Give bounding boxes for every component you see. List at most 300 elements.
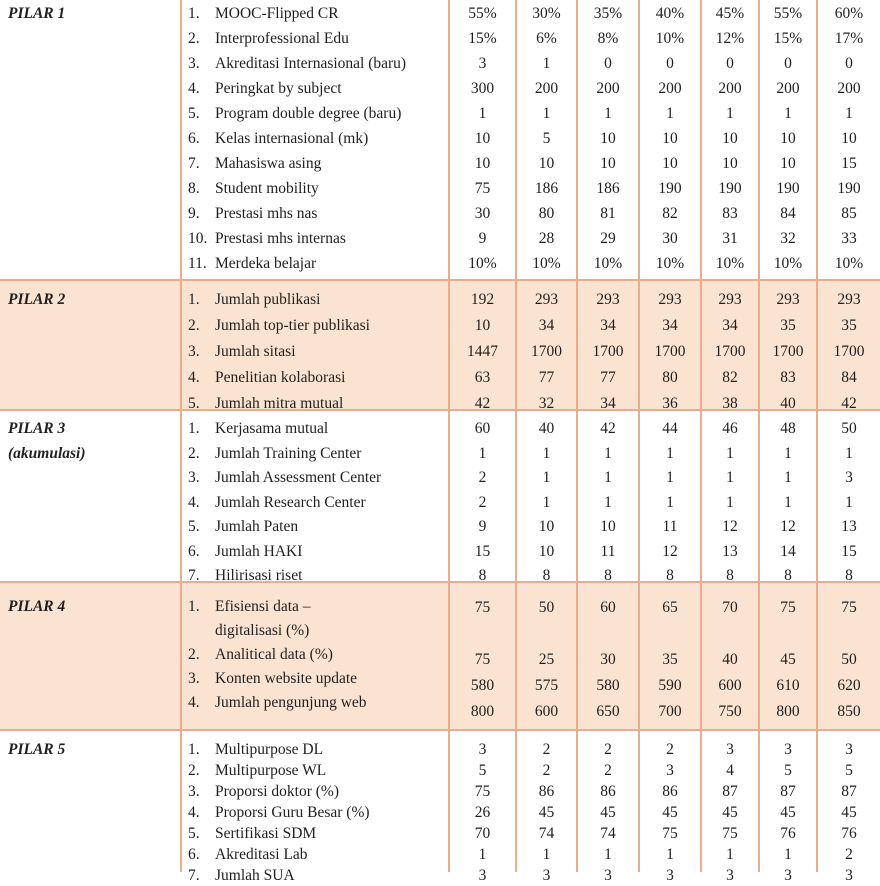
indicator-item [182, 151, 448, 176]
item-label-line: Jumlah Assessment Center [215, 469, 382, 486]
value-cell: 75 [722, 825, 738, 842]
value-cell: 10 [841, 130, 857, 147]
value-cell: 45 [841, 804, 857, 821]
item-label-line: Kelas internasional (mk) [215, 130, 369, 147]
item-label [215, 823, 448, 844]
item-number: 1. [188, 5, 200, 22]
value-cell: 2 [604, 762, 612, 779]
value-cell: 76 [841, 825, 857, 842]
value-cell: 1700 [714, 343, 746, 360]
value-cell: 192 [470, 291, 495, 308]
value-blank-line [818, 621, 880, 647]
value-cell: 1 [478, 444, 487, 462]
value-cell: 40 [780, 395, 796, 412]
value-cell: 1 [542, 55, 551, 72]
value-cell: 10% [715, 255, 745, 272]
item-label-line: Jumlah Training Center [215, 444, 362, 462]
item-label-line: Prestasi mhs nas [215, 205, 318, 222]
value-cell: 74 [600, 825, 616, 842]
item-number: 1. [188, 420, 200, 437]
value-cell: 1700 [531, 343, 562, 360]
value-cell: 75 [662, 825, 678, 842]
item-label-line: Jumlah SUA [215, 867, 295, 884]
indicator-item [182, 442, 448, 467]
value-cell: 3 [604, 867, 612, 884]
value-cell: 1 [845, 493, 853, 511]
value-blank-line [450, 621, 515, 647]
value-cell: 80 [662, 369, 678, 386]
item-label [215, 691, 448, 715]
value-cell: 580 [470, 677, 495, 694]
value-cell: 3 [666, 762, 674, 779]
value-cell: 10 [474, 317, 491, 334]
item-label [215, 540, 448, 565]
value-cell: 1 [542, 105, 551, 122]
value-cell: 293 [837, 291, 861, 308]
value-cell: 87 [780, 783, 796, 800]
item-label-line: Konten website update [215, 670, 358, 687]
item-number: 4. [188, 369, 200, 386]
value-cell: 83 [722, 205, 738, 222]
value-column-1 [450, 583, 517, 729]
value-cell: 186 [534, 180, 559, 197]
pilar-label: PILAR 5 [8, 741, 66, 758]
value-cell: 1 [478, 105, 487, 122]
item-label-line: Student mobility [215, 180, 319, 197]
items-column [182, 583, 450, 729]
item-number: 6. [188, 542, 200, 560]
indicator-item [182, 865, 448, 886]
value-column-7 [818, 731, 880, 884]
item-label-line: Jumlah mitra mutual [215, 395, 344, 412]
value-cell: 75 [474, 651, 491, 668]
indicator-item [182, 540, 448, 565]
value-cell: 1700 [654, 343, 686, 360]
value-cell: 2 [604, 741, 612, 758]
value-cell: 1 [666, 105, 674, 122]
value-cell: 10% [532, 255, 561, 272]
value-cell: 75 [841, 599, 857, 616]
indicator-item [182, 491, 448, 516]
value-cell: 3 [845, 867, 853, 884]
value-cell: 34 [538, 317, 555, 334]
value-cell: 1447 [467, 343, 498, 360]
value-cell: 12 [722, 518, 738, 535]
value-cell: 186 [596, 180, 620, 197]
value-cell: 10% [468, 255, 497, 272]
value-cell: 0 [845, 55, 853, 72]
item-number: 2. [188, 317, 200, 334]
value-cell: 300 [470, 80, 495, 97]
value-cell: 2 [666, 741, 674, 758]
value-cell: 3 [726, 867, 734, 884]
item-number: 3. [188, 670, 200, 687]
indicator-item [182, 313, 448, 339]
value-cell: 15% [468, 30, 497, 47]
value-cell: 200 [658, 80, 682, 97]
value-cell: 190 [837, 180, 861, 197]
item-label-line: Multipurpose DL [215, 741, 324, 758]
item-label-line: Jumlah Research Center [215, 493, 366, 511]
item-label-line: Jumlah Paten [215, 518, 299, 535]
value-column-2 [517, 583, 578, 729]
value-cell: 10 [474, 155, 491, 172]
value-cell: 85 [841, 205, 857, 222]
value-cell: 74 [538, 825, 555, 842]
item-number: 5. [188, 395, 200, 412]
value-cell: 8 [542, 567, 551, 584]
value-column-3 [578, 281, 640, 412]
indicator-item [182, 823, 448, 844]
value-cell: 1 [666, 469, 674, 486]
item-label [215, 313, 448, 339]
item-label-line: Mahasiswa asing [215, 155, 322, 172]
value-cell: 38 [722, 395, 738, 412]
value-cell: 5 [478, 762, 487, 779]
value-cell: 10 [600, 518, 616, 535]
value-cell: 9 [478, 518, 487, 535]
item-number: 2. [188, 444, 200, 462]
item-label-line: Prestasi mhs internas [215, 230, 346, 247]
value-cell: 3 [726, 741, 734, 758]
indicator-item [182, 760, 448, 781]
value-cell: 84 [780, 205, 796, 222]
value-cell: 8% [597, 30, 619, 47]
value-cell: 3 [845, 469, 853, 486]
indicator-item [182, 515, 448, 540]
value-cell: 50 [841, 420, 857, 437]
value-cell: 63 [474, 369, 491, 386]
item-number: 4. [188, 493, 200, 511]
value-cell: 2 [542, 762, 551, 779]
item-number: 3. [188, 469, 200, 486]
value-blank-line [578, 621, 638, 647]
item-label-line: Proporsi Guru Besar (%) [215, 804, 370, 821]
value-column-2 [517, 731, 578, 884]
value-cell: 1700 [833, 343, 865, 360]
value-cell: 800 [776, 703, 800, 720]
value-cell: 200 [776, 80, 800, 97]
value-cell: 75 [474, 180, 491, 197]
indicator-item [182, 667, 448, 691]
value-cell: 3 [542, 867, 551, 884]
value-cell: 86 [662, 783, 678, 800]
value-cell: 1 [666, 493, 674, 511]
value-blank-line [517, 621, 576, 647]
value-cell: 8 [478, 567, 487, 584]
indicator-item [182, 287, 448, 313]
item-label [215, 101, 448, 126]
value-column-7 [818, 411, 880, 584]
value-cell: 10 [538, 542, 555, 560]
item-label [215, 802, 448, 823]
value-cell: 45 [600, 804, 616, 821]
value-cell: 34 [600, 317, 616, 334]
item-label [215, 226, 448, 251]
value-column-1 [450, 731, 517, 884]
value-column-3 [578, 583, 640, 729]
value-cell: 1 [542, 493, 551, 511]
value-cell: 1 [604, 846, 612, 863]
value-cell: 30 [662, 230, 678, 247]
value-cell: 10 [600, 130, 616, 147]
value-cell: 34 [662, 317, 678, 334]
value-cell: 15% [773, 30, 803, 47]
indicator-item [182, 466, 448, 491]
value-cell: 1 [784, 493, 792, 511]
value-cell: 2 [542, 741, 551, 758]
value-cell: 30 [474, 205, 491, 222]
value-cell: 0 [726, 55, 734, 72]
item-label [215, 865, 448, 886]
value-cell: 8 [666, 567, 674, 584]
value-cell: 10% [655, 255, 685, 272]
value-cell: 0 [604, 55, 612, 72]
item-label-line: digitalisasi (%) [215, 622, 310, 639]
value-cell: 1 [604, 444, 612, 462]
value-blank-line [640, 621, 700, 647]
value-cell: 10 [780, 155, 796, 172]
item-label [215, 151, 448, 176]
value-cell: 190 [718, 180, 742, 197]
value-cell: 45 [662, 804, 678, 821]
item-label-line: Jumlah top-tier publikasi [215, 317, 370, 334]
indicator-item [182, 802, 448, 823]
value-cell: 1 [478, 846, 487, 863]
item-label-line: Jumlah publikasi [215, 291, 321, 308]
value-column-1 [450, 0, 517, 279]
item-number: 7. [188, 567, 200, 584]
value-cell: 45 [722, 804, 738, 821]
item-label [215, 76, 448, 101]
pilar-sublabel: (akumulasi) [8, 444, 86, 462]
value-cell: 65 [662, 599, 678, 616]
indicator-item [182, 176, 448, 201]
value-column-6 [760, 411, 818, 584]
value-cell: 82 [662, 205, 678, 222]
value-cell: 200 [534, 80, 559, 97]
item-number: 10. [188, 230, 208, 247]
item-number: 1. [188, 741, 200, 758]
value-cell: 75 [780, 599, 796, 616]
indicator-item [182, 201, 448, 226]
item-label [215, 595, 448, 643]
item-label [215, 287, 448, 313]
value-cell: 30% [532, 5, 561, 22]
value-cell: 0 [784, 55, 792, 72]
table-section-pilar-2 [0, 279, 880, 412]
item-number: 5. [188, 105, 200, 122]
value-cell: 10 [662, 155, 678, 172]
value-cell: 1 [604, 105, 612, 122]
value-cell: 190 [658, 180, 682, 197]
value-cell: 1 [726, 846, 734, 863]
item-number: 3. [188, 343, 200, 360]
value-cell: 26 [474, 804, 491, 821]
value-cell: 12 [780, 518, 796, 535]
value-cell: 12 [662, 542, 678, 560]
item-label [215, 667, 448, 691]
value-cell: 40 [538, 420, 555, 437]
value-cell: 1 [542, 444, 551, 462]
item-number: 2. [188, 646, 200, 663]
value-cell: 1 [666, 846, 674, 863]
value-cell: 70 [722, 599, 738, 616]
value-cell: 50 [538, 599, 555, 616]
value-column-5 [702, 411, 760, 584]
item-label-line: Jumlah sitasi [215, 343, 296, 360]
value-cell: 60% [834, 5, 864, 22]
pilar-label-column [0, 411, 182, 581]
value-cell: 10 [662, 130, 678, 147]
item-number: 4. [188, 804, 200, 821]
indicator-item [182, 781, 448, 802]
indicator-item [182, 51, 448, 76]
value-cell: 1 [784, 105, 792, 122]
value-cell: 620 [837, 677, 861, 694]
item-number: 3. [188, 55, 200, 72]
value-cell: 1 [666, 444, 674, 462]
value-column-4 [640, 0, 702, 279]
item-number: 2. [188, 30, 200, 47]
value-cell: 34 [600, 395, 616, 412]
item-number: 4. [188, 80, 200, 97]
value-cell: 8 [604, 567, 612, 584]
value-column-1 [450, 411, 517, 584]
value-column-6 [760, 583, 818, 729]
value-cell: 84 [841, 369, 857, 386]
pilar-label-column [0, 281, 182, 409]
value-cell: 32 [780, 230, 796, 247]
value-cell: 35% [593, 5, 623, 22]
indicator-item [182, 339, 448, 365]
value-cell: 35 [780, 317, 796, 334]
item-label [215, 1, 448, 26]
value-cell: 1 [542, 846, 551, 863]
value-cell: 11 [662, 518, 678, 535]
value-cell: 10 [722, 130, 738, 147]
value-cell: 1 [726, 444, 734, 462]
value-column-7 [818, 0, 880, 279]
value-cell: 10 [538, 518, 555, 535]
value-cell: 55% [773, 5, 803, 22]
pilar-label: PILAR 1 [8, 5, 66, 22]
value-cell: 40% [655, 5, 685, 22]
value-cell: 45 [780, 804, 796, 821]
table-section-pilar-1 [0, 0, 880, 279]
value-cell: 10% [593, 255, 623, 272]
value-cell: 3 [478, 867, 487, 884]
value-cell: 15 [841, 155, 857, 172]
value-cell: 5 [542, 130, 551, 147]
value-cell: 800 [470, 703, 495, 720]
value-cell: 50 [841, 651, 857, 668]
value-cell: 14 [780, 542, 796, 560]
item-number: 7. [188, 155, 200, 172]
table-section-pilar-5 [0, 729, 880, 884]
value-cell: 8 [784, 567, 792, 584]
value-cell: 1 [604, 493, 612, 511]
value-cell: 2 [478, 493, 487, 511]
value-cell: 30 [600, 651, 616, 668]
value-cell: 76 [780, 825, 796, 842]
value-column-2 [517, 281, 578, 412]
item-label-line: Penelitian kolaborasi [215, 369, 346, 386]
item-label [215, 26, 448, 51]
value-cell: 1 [604, 469, 612, 486]
value-cell: 580 [596, 677, 620, 694]
value-cell: 77 [538, 369, 555, 386]
value-cell: 200 [596, 80, 620, 97]
value-cell: 575 [534, 677, 559, 694]
item-label-line: Interprofessional Edu [215, 30, 349, 47]
value-cell: 850 [837, 703, 861, 720]
item-label-line: Peringkat by subject [215, 80, 342, 97]
item-number: 4. [188, 694, 200, 711]
value-cell: 1700 [592, 343, 624, 360]
pilar-label: PILAR 2 [8, 291, 66, 308]
value-column-3 [578, 0, 640, 279]
value-cell: 1 [784, 846, 792, 863]
value-cell: 190 [776, 180, 800, 197]
value-cell: 86 [538, 783, 555, 800]
indicator-item [182, 417, 448, 442]
item-label [215, 417, 448, 442]
indicator-item [182, 844, 448, 865]
value-cell: 10 [538, 155, 555, 172]
value-cell: 1 [726, 469, 734, 486]
value-cell: 29 [600, 230, 616, 247]
value-cell: 1 [845, 105, 853, 122]
item-label-line: Proporsi doktor (%) [215, 783, 339, 800]
value-cell: 83 [780, 369, 796, 386]
item-label [215, 176, 448, 201]
value-cell: 3 [666, 867, 674, 884]
item-number: 7. [188, 867, 200, 884]
indicator-item [182, 691, 448, 715]
pilar-label-column [0, 0, 182, 279]
value-cell: 86 [600, 783, 616, 800]
value-cell: 1 [726, 493, 734, 511]
value-cell: 1 [784, 469, 792, 486]
value-cell: 10 [722, 155, 738, 172]
indicator-item [182, 76, 448, 101]
item-label [215, 643, 448, 667]
value-cell: 60 [600, 599, 616, 616]
items-column [182, 411, 450, 584]
value-cell: 293 [534, 291, 559, 308]
item-label-line: Merdeka belajar [215, 255, 317, 272]
value-blank-line [702, 621, 758, 647]
value-cell: 10 [780, 130, 796, 147]
item-label [215, 781, 448, 802]
value-cell: 293 [776, 291, 800, 308]
item-label-line: Analitical data (%) [215, 646, 333, 663]
pilar-label-column [0, 731, 182, 872]
item-label-line: Jumlah pengunjung web [215, 694, 367, 711]
value-column-2 [517, 0, 578, 279]
value-cell: 10 [600, 155, 616, 172]
pilar-label: PILAR 3 [8, 420, 66, 437]
value-cell: 1 [784, 444, 792, 462]
value-cell: 87 [841, 783, 857, 800]
item-label-line: Akreditasi Internasional (baru) [215, 55, 407, 72]
value-cell: 32 [538, 395, 555, 412]
value-cell: 8 [726, 567, 734, 584]
indicator-item [182, 365, 448, 391]
value-cell: 80 [538, 205, 555, 222]
value-column-6 [760, 731, 818, 884]
